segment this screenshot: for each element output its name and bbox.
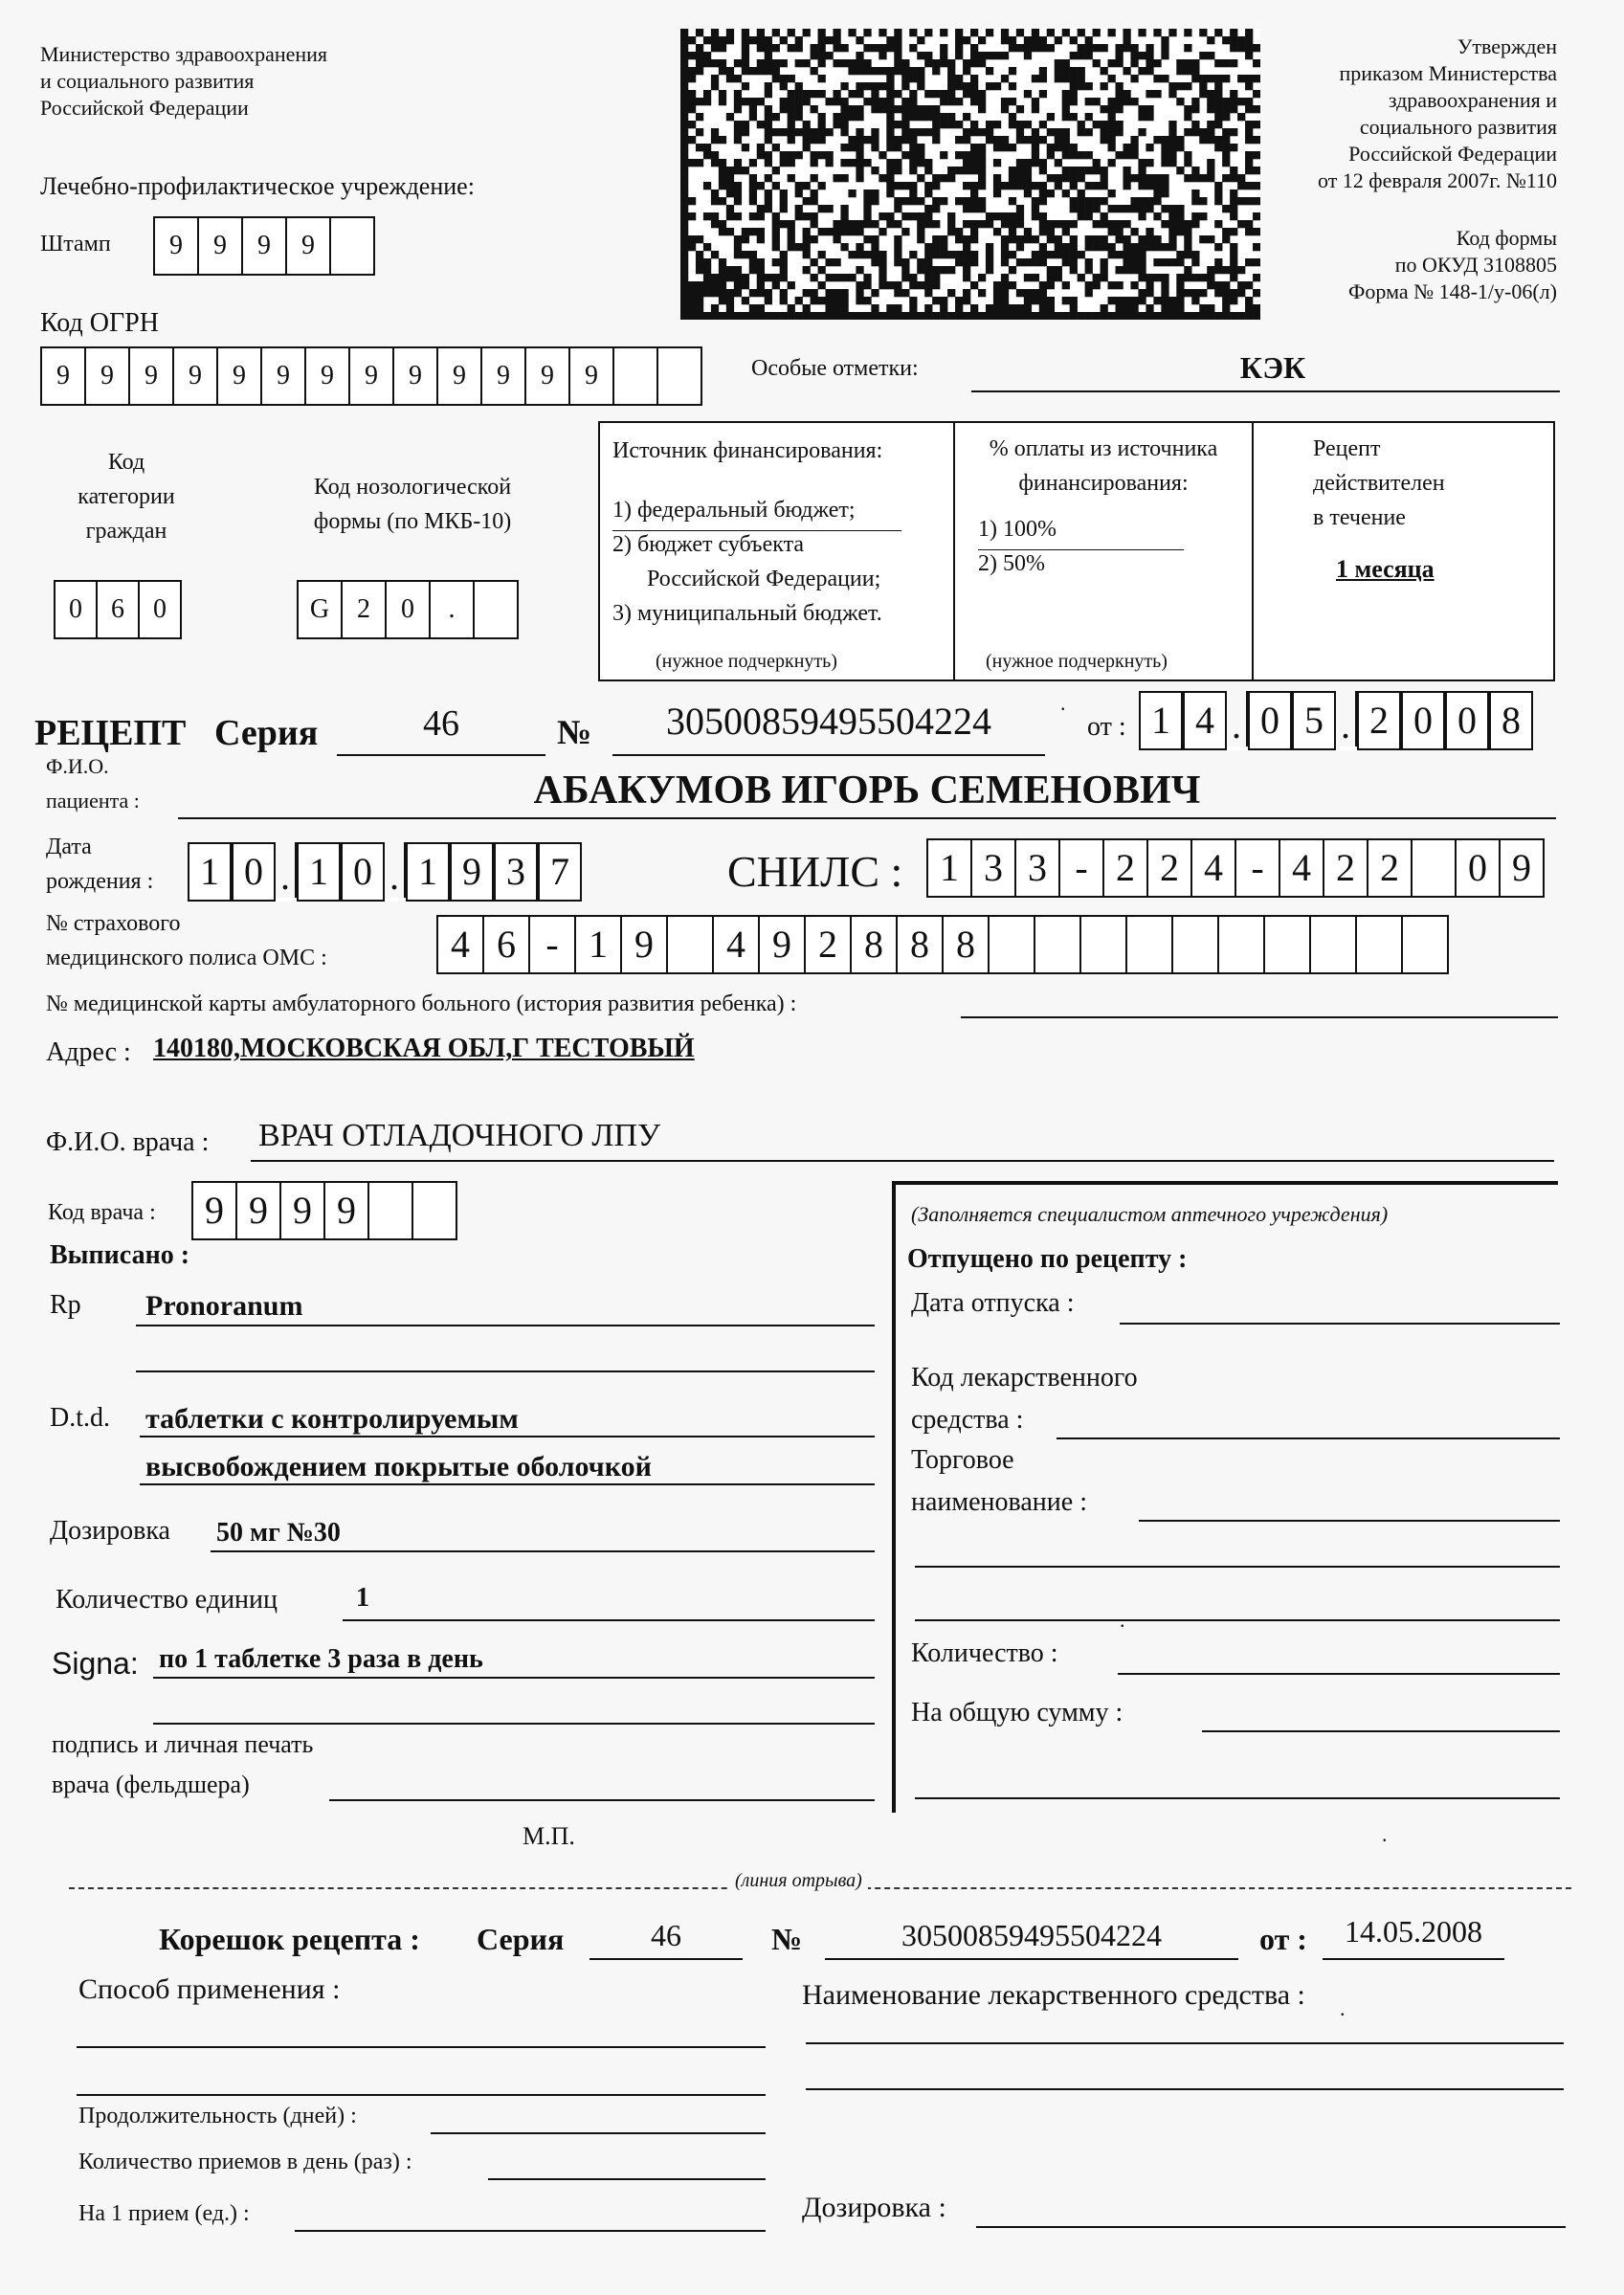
digit-box: 4 [1280,840,1324,896]
signa-label: Signa: [52,1646,139,1681]
digit-box: 9 [287,218,331,274]
digit-box: 0 [341,842,385,902]
drug-code-label-1: Код лекарственного [911,1363,1138,1393]
percent-note: (нужное подчеркнуть) [986,651,1168,672]
digit-box: 9 [306,348,350,404]
quantity-label: Количество : [911,1638,1058,1668]
stub-intakes-label: Количество приемов в день (раз) : [78,2150,412,2174]
stamp-label: Штамп [40,232,111,256]
validity-value: 1 месяца [1336,555,1435,583]
digit-box: 0 [1457,840,1501,896]
dtd-line-1 [140,1436,875,1437]
percent-item-1-underline [978,549,1184,550]
dtd-label: D.t.d. [50,1403,110,1433]
stub-duration-line [431,2132,766,2134]
digit-box [1219,917,1265,972]
policy-label-2: медицинского полиса ОМС : [46,946,327,970]
digit-box: 8 [852,917,898,972]
percent-item-2: 2) 50% [978,551,1045,576]
digit-box: 9 [394,348,438,404]
doctor-code-boxes [191,1181,457,1240]
units-line [343,1619,875,1621]
recipe-date-boxes [1139,691,1533,750]
digit-box: 9 [174,348,218,404]
approved-line-3: здравоохранения и [1388,88,1557,112]
digit-box: 1 [576,917,622,972]
signature-label-2: врача (фельдшера) [52,1771,250,1798]
digit-box: 0 [1248,691,1292,750]
special-marks-line [971,390,1560,392]
digit-box: 6 [98,582,140,637]
rp-line [136,1325,875,1326]
nosology-label-2: формы (по МКБ-10) [313,509,512,534]
source-item-2: 2) бюджет субъекта [612,532,805,557]
stub-number-label: № [771,1922,803,1956]
recipe-number-line [612,754,1045,756]
digit-box [1127,917,1173,972]
digit-separator: . [1227,691,1248,746]
digit-box: 9 [570,348,614,404]
address-value: 140180,МОСКОВСКАЯ ОБЛ,Г ТЕСТОВЫЙ [153,1034,695,1063]
dosage-line [211,1550,875,1552]
digit-box: 3 [1016,840,1060,896]
stub-method-line-2 [77,2094,766,2096]
validity-line-1: Рецепт [1313,436,1381,461]
sum-label: На общую сумму : [911,1698,1123,1727]
digit-box: 9 [130,348,174,404]
stub-method-label: Способ применения : [78,1973,341,2005]
digit-box: 2 [806,917,852,972]
stub-date-value: 14.05.2008 [1345,1914,1482,1949]
digit-box: 7 [538,842,582,902]
doctor-line [251,1160,1554,1162]
source-note: (нужное подчеркнуть) [656,651,837,672]
digit-box: 9 [760,917,806,972]
approved-line-2: приказом Министерства [1339,61,1557,85]
dtd-value-2: высвобождением покрытые оболочкой [145,1451,652,1482]
percent-item-1: 1) 100% [978,517,1057,542]
digit-box: 0 [232,842,276,902]
stub-drug-name-line-2 [806,2088,1564,2090]
pharmacy-box-left [892,1181,896,1813]
doctor-label: Ф.И.О. врача : [46,1127,210,1157]
source-item-1-underline [612,530,901,531]
digit-box: 9 [350,348,394,404]
rp-label: Rp [50,1290,81,1320]
source-item-1: 1) федеральный бюджет; [612,498,856,523]
digit-box: 2 [343,582,387,637]
digit-box: 2 [1368,840,1413,896]
digit-box [1357,917,1403,972]
digit-box: 9 [199,218,243,274]
dtd-value-1: таблетки с контролируемым [145,1403,519,1435]
digit-box: 2 [1104,840,1148,896]
card-line [961,1016,1558,1018]
release-date-line [1120,1323,1560,1325]
digit-box: 8 [1489,691,1533,750]
digit-box: 4 [1192,840,1236,896]
sum-line [1202,1730,1560,1732]
source-title: Источник финансирования: [612,438,883,463]
recipe-series-label: Серия [214,713,319,753]
units-value: 1 [356,1583,369,1613]
rp-line-2 [136,1370,875,1372]
pharmacy-box-top [892,1181,1558,1185]
digit-box: 2 [1324,840,1368,896]
signature-label-1: подпись и личная печать [52,1730,314,1758]
birth-label-1: Дата [46,835,92,859]
stub-per-intake-label: На 1 прием (ед.) : [78,2201,250,2226]
snils-label: СНИЛС : [727,847,903,896]
digit-separator: . [276,842,297,898]
scan-speck: . [1382,1822,1388,1846]
digit-box: 9 [450,842,494,902]
digit-box [1413,840,1457,896]
fio-label-2: пациента : [46,789,140,813]
stamp-boxes [153,216,375,276]
snils-boxes [926,838,1545,898]
stub-series-label: Серия [477,1922,565,1956]
signa-line [153,1677,875,1679]
digit-box: 9 [526,348,570,404]
stub-number-line [825,1958,1238,1960]
digit-box [369,1183,413,1238]
approved-line-1: Утвержден [1457,34,1557,58]
seal-label: М.П. [523,1822,575,1850]
stub-number-value: 30500859495504224 [901,1918,1162,1952]
digit-box: 9 [281,1183,325,1238]
digit-box: 1 [188,842,232,902]
digit-box [658,348,702,404]
stub-per-intake-line [295,2230,766,2232]
digit-box: 1 [1139,691,1183,750]
digit-box [1081,917,1127,972]
digit-box: - [530,917,576,972]
digit-box: 3 [494,842,538,902]
source-item-4: 3) муниципальный бюджет. [612,601,882,626]
nosology-label-1: Код нозологической [313,475,512,500]
digit-box: 9 [218,348,262,404]
stub-drug-name-label: Наименование лекарственного средства : [802,1979,1305,2011]
scan-speck: . [1120,1608,1125,1632]
dosage-label: Дозировка [50,1516,170,1546]
quantity-line [1118,1673,1560,1675]
digit-box: 6 [484,917,530,972]
ogrn-label: Код ОГРН [40,308,159,338]
approved-line-4: социального развития [1359,115,1557,139]
digit-box [1173,917,1219,972]
recipe-number-label: № [557,713,592,751]
drug-code-line [1057,1437,1560,1439]
stub-date-label: от : [1259,1922,1307,1956]
digit-box [990,917,1035,972]
digit-box [1403,917,1449,972]
units-label: Количество единиц [56,1585,278,1615]
digit-box: 1 [928,840,972,896]
digit-box: 1 [297,842,341,902]
digit-box: 0 [56,582,98,637]
trade-name-label-2: наименование : [911,1487,1087,1517]
scan-speck: . [1060,691,1066,715]
digit-separator: . [1336,691,1357,746]
digit-box: 9 [237,1183,281,1238]
digit-box: 9 [193,1183,237,1238]
stub-series-value: 46 [651,1918,681,1952]
rp-value: Pronoranum [145,1290,303,1322]
digit-box [331,218,375,274]
category-label-2: категории [78,484,175,509]
digit-box: 9 [155,218,199,274]
release-date-label: Дата отпуска : [911,1288,1075,1318]
doctor-value: ВРАЧ ОТЛАДОЧНОГО ЛПУ [258,1118,661,1153]
digit-box: - [1060,840,1104,896]
approved-line-6: от 12 февраля 2007г. №110 [1317,168,1557,192]
tear-line-label: (линия отрыва) [729,1870,868,1892]
policy-boxes [436,915,1449,974]
category-label-3: граждан [85,519,167,544]
trade-name-line [1139,1520,1560,1522]
form-code-line-1: Код формы [1456,226,1557,250]
fio-line [178,817,1556,819]
digit-box: 9 [42,348,86,404]
recipe-series-value: 46 [423,703,459,744]
dtd-line-2 [140,1483,875,1485]
digit-box: 4 [1183,691,1227,750]
digit-box: 9 [438,348,482,404]
digit-box: 5 [1292,691,1336,750]
digit-box [475,582,519,637]
recipe-title: РЕЦЕПТ [34,713,187,753]
digit-box: 0 [140,582,182,637]
digit-box: 9 [243,218,287,274]
pharmacy-note: (Заполняется специалистом аптечного учреждения) [911,1202,1389,1226]
stub-dosage-line [976,2226,1566,2228]
birth-label-2: рождения : [46,869,154,894]
trade-name-line-2 [915,1566,1560,1568]
digit-box: - [1236,840,1280,896]
fio-value: АБАКУМОВ ИГОРЬ СЕМЕНОВИЧ [533,769,1201,813]
sum-line-2 [915,1797,1560,1799]
stub-date-line [1323,1958,1504,1960]
drug-code-label-2: средства : [911,1405,1024,1435]
digit-box [1311,917,1357,972]
dosage-value: 50 мг №30 [216,1518,341,1548]
digit-box: 3 [972,840,1016,896]
doctor-code-label: Код врача : [48,1200,156,1225]
trade-name-line-3 [915,1619,1560,1621]
form-code-line-2: по ОКУД 3108805 [1394,253,1557,277]
digit-separator: . [385,842,406,898]
prescribed-label: Выписано : [50,1240,190,1270]
signa-value: по 1 таблетке 3 раза в день [159,1644,483,1674]
digit-box: 9 [1501,840,1545,896]
recipe-series-line [337,754,545,756]
digit-box: . [431,582,475,637]
nosology-boxes [297,580,519,639]
recipe-date-label: от : [1087,712,1126,742]
stub-duration-label: Продолжительность (дней) : [78,2104,357,2128]
digit-box: 4 [438,917,484,972]
digit-box: 2 [1148,840,1192,896]
validity-line-2: действителен [1313,471,1445,496]
category-label-1: Код [107,450,145,475]
digit-box: G [299,582,343,637]
stub-title: Корешок рецепта : [159,1922,420,1956]
digit-box: 0 [1401,691,1445,750]
stub-method-line-1 [77,2046,766,2048]
digit-box: 9 [622,917,668,972]
digit-box: 1 [406,842,450,902]
signature-line [329,1799,875,1801]
ministry-line-1: Министерство здравоохранения [40,42,328,66]
approved-line-5: Российской Федерации [1348,142,1557,166]
digit-box: 9 [325,1183,369,1238]
stub-dosage-label: Дозировка : [802,2192,946,2223]
category-boxes [54,580,182,639]
stub-series-line [590,1958,743,1960]
source-item-3: Российской Федерации; [647,567,881,591]
digit-box: 9 [86,348,130,404]
card-label: № медицинской карты амбулаторного больного (история развития ребенка) : [46,992,797,1016]
digit-box: 8 [898,917,944,972]
pharmacy-title: Отпущено по рецепту : [907,1244,1188,1274]
digit-box: 2 [1357,691,1401,750]
ogrn-boxes [40,346,702,406]
recipe-number-value: 30500859495504224 [666,700,991,743]
institution-label: Лечебно-профилактическое учреждение: [40,172,475,200]
ministry-line-2: и социального развития [40,69,255,93]
signa-line-2 [153,1723,875,1725]
fio-label-1: Ф.И.О. [46,754,109,778]
address-label: Адрес : [46,1037,131,1067]
stub-drug-name-line-1 [806,2042,1564,2044]
digit-box: 4 [714,917,760,972]
financing-divider-2 [1252,421,1254,681]
digit-box: 9 [482,348,526,404]
datamatrix-barcode-icon [680,29,1260,320]
percent-title-1: % оплаты из источника [989,436,1218,461]
digit-box [413,1183,457,1238]
policy-label-1: № страхового [46,911,181,936]
stub-intakes-line [488,2178,766,2180]
digit-box: 9 [262,348,306,404]
scan-speck: . [1340,1996,1346,2020]
financing-divider-1 [953,421,955,681]
digit-box [614,348,658,404]
special-marks-value: КЭК [1239,350,1306,385]
digit-box [1035,917,1081,972]
ministry-line-3: Российской Федерации [40,96,249,120]
trade-name-label-1: Торговое [911,1445,1014,1475]
birth-boxes [188,842,582,902]
digit-box: 0 [1445,691,1489,750]
digit-box [1265,917,1311,972]
digit-box: 0 [387,582,431,637]
special-marks-label: Особые отметки: [751,356,919,381]
digit-box: 8 [944,917,990,972]
validity-line-3: в течение [1313,505,1406,530]
digit-box [668,917,714,972]
percent-title-2: финансирования: [1018,471,1189,496]
form-code-line-3: Форма № 148-1/у-06(л) [1348,279,1557,303]
